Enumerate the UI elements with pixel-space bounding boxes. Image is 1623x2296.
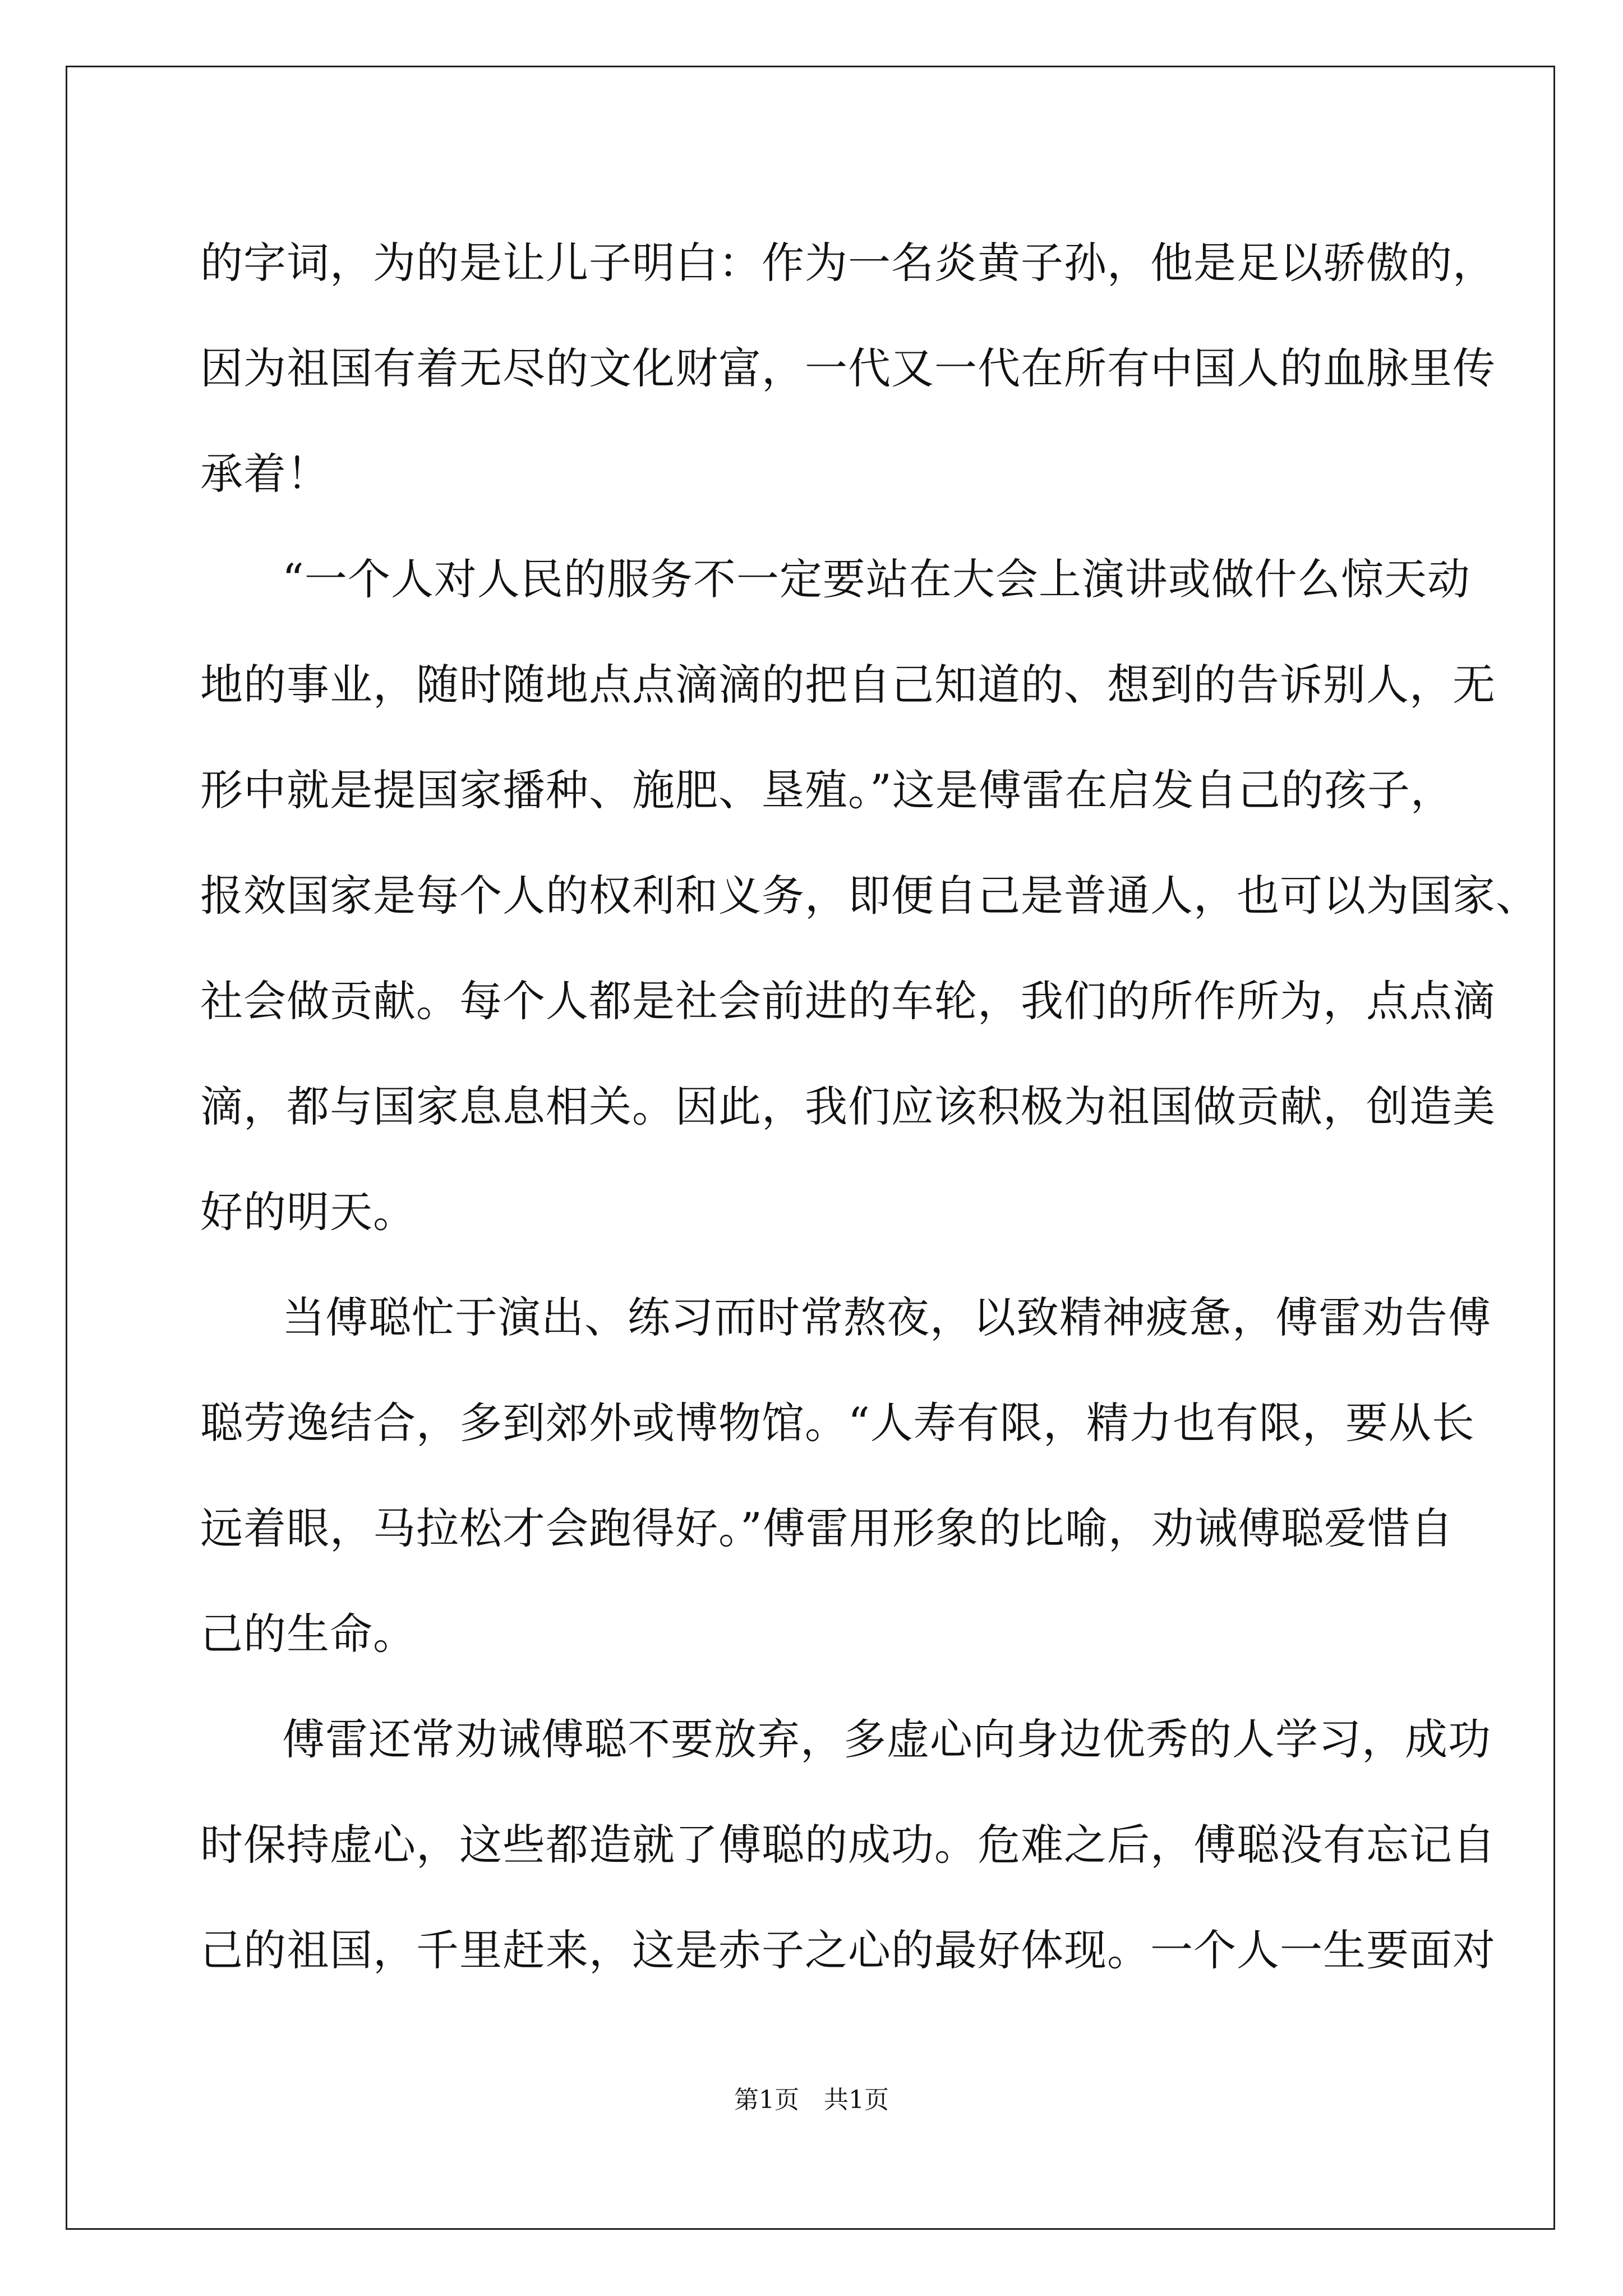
text-line: 因为祖国有着无尽的文化财富，一代又一代在所有中国人的血脉里传 <box>200 343 1496 393</box>
text-line: 的字词，为的是让儿子明白：作为一名炎黄子孙，他是足以骄傲的， <box>200 238 1496 288</box>
text-line: 聪劳逸结合，多到郊外或博物馆。“人寿有限，精力也有限，要从长 <box>200 1398 1475 1448</box>
document-body <box>200 210 1539 2003</box>
text-line: 承着！ <box>200 449 330 499</box>
text-line: 报效国家是每个人的权利和义务，即便自己是普通人，也可以为国家、 <box>200 871 1539 921</box>
text-line: 社会做贡献。每个人都是社会前进的车轮，我们的所作所为，点点滴 <box>200 976 1496 1026</box>
paragraph-first-line: “一个人对人民的服务不一定要站在大会上演讲或做什么惊天动 <box>282 554 1470 604</box>
text-line: 时保持虚心，这些都造就了傅聪的成功。危难之后，傅聪没有忘记自 <box>200 1820 1496 1870</box>
text-line: 地的事业，随时随地点点滴滴的把自己知道的、想到的告诉别人，无 <box>200 660 1496 710</box>
text-line: 好的明天。 <box>200 1187 416 1237</box>
paragraph-first-line: 当傅聪忙于演出、练习而时常熬夜，以致精神疲惫，傅雷劝告傅 <box>282 1292 1491 1342</box>
page-footer: 第1页 共1页 <box>734 2086 889 2114</box>
text-line: 滴，都与国家息息相关。因此，我们应该积极为祖国做贡献，创造美 <box>200 1082 1496 1131</box>
text-line: 形中就是提国家播种、施肥、垦殖。”这是傅雷在启发自己的孩子， <box>200 765 1454 815</box>
text-line: 远着眼，马拉松才会跑得好。”傅雷用形象的比喻，劝诫傅聪爱惜自 <box>200 1503 1454 1553</box>
text-line: 己的生命。 <box>200 1609 416 1659</box>
text-line: 己的祖国，千里赶来，这是赤子之心的最好体现。一个人一生要面对 <box>200 1925 1496 1975</box>
paragraph-first-line: 傅雷还常劝诫傅聪不要放弃，多虚心向身边优秀的人学习，成功 <box>282 1714 1491 1764</box>
